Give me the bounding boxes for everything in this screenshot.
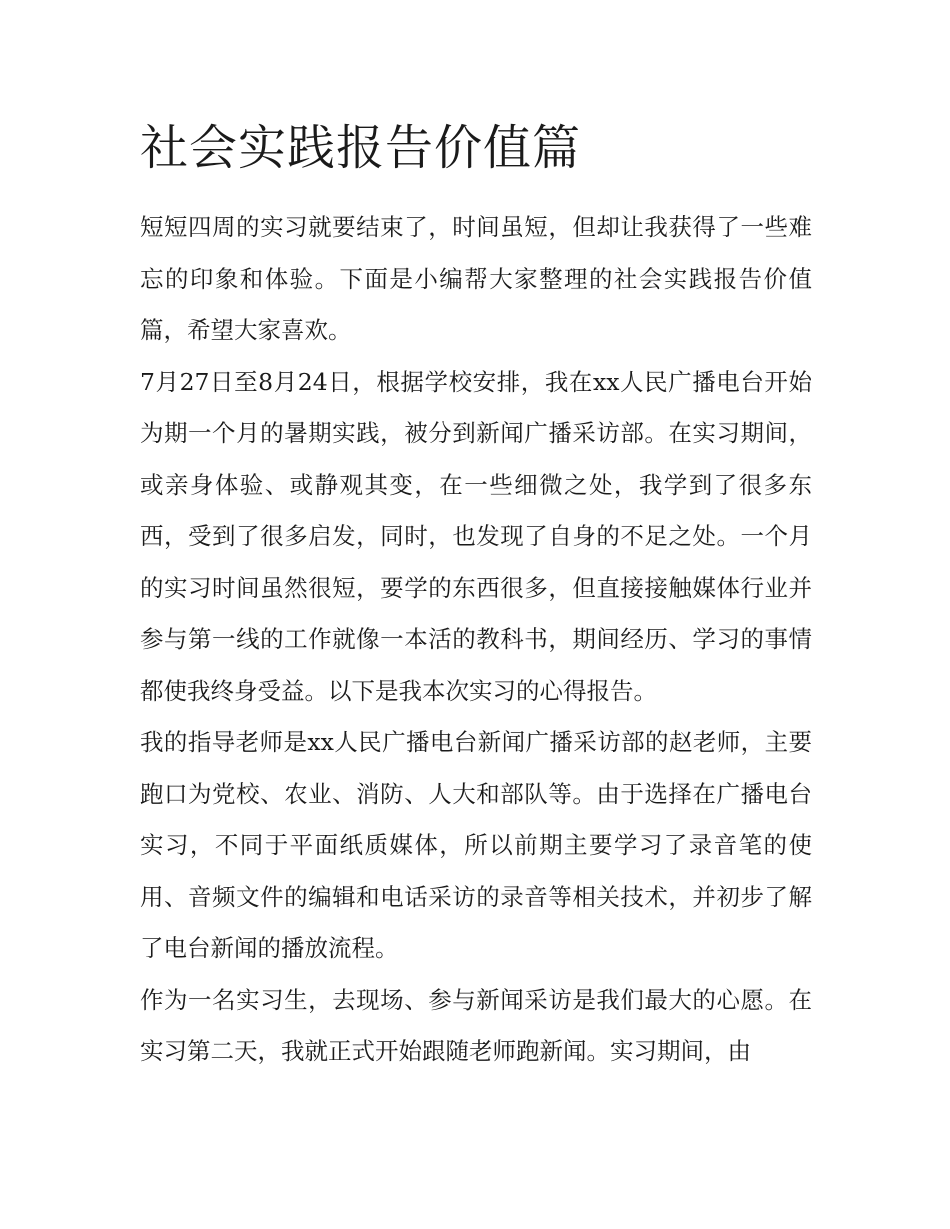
paragraph-internship-overview: 7月27日至8月24日，根据学校安排，我在xx人民广播电台开始为期一个月的暑期实践，被分到新闻广播采访部。在实习期间，或亲身体验、或静观其变，在一些细微之处，我学到了很多东西，受到了很多启发，同时，也发现了自身的不足之处。一个月的实习时间虽然很短，要学的东西很多，但直接接触媒体行业并参与第一线的工作就像一本活的教科书，期间经历、学习的事情都使我终身受益。以下是我本次实习的心得报告。 xyxy=(140,367,812,705)
paragraph-supervisor: 我的指导老师是xx人民广播电台新闻广播采访部的赵老师，主要跑口为党校、农业、消防、人大和部队等。由于选择在广播电台实习，不同于平面纸质媒体，所以前期主要学习了录音笔的使用、音频文件的编辑和电话采访的录音等相关技术，并初步了解了电台新闻的播放流程。 xyxy=(140,728,812,962)
document-title: 社会实践报告价值篇 xyxy=(140,120,582,176)
document-page xyxy=(140,112,812,1078)
paragraph-intro: 短短四周的实习就要结束了，时间虽短，但却让我获得了一些难忘的印象和体验。下面是小编帮大家整理的社会实践报告价值篇，希望大家喜欢。 xyxy=(140,213,812,344)
paragraph-field-reporting: 作为一名实习生，去现场、参与新闻采访是我们最大的心愿。在实习第二天，我就正式开始跟随老师跑新闻。实习期间，由 xyxy=(140,985,812,1065)
